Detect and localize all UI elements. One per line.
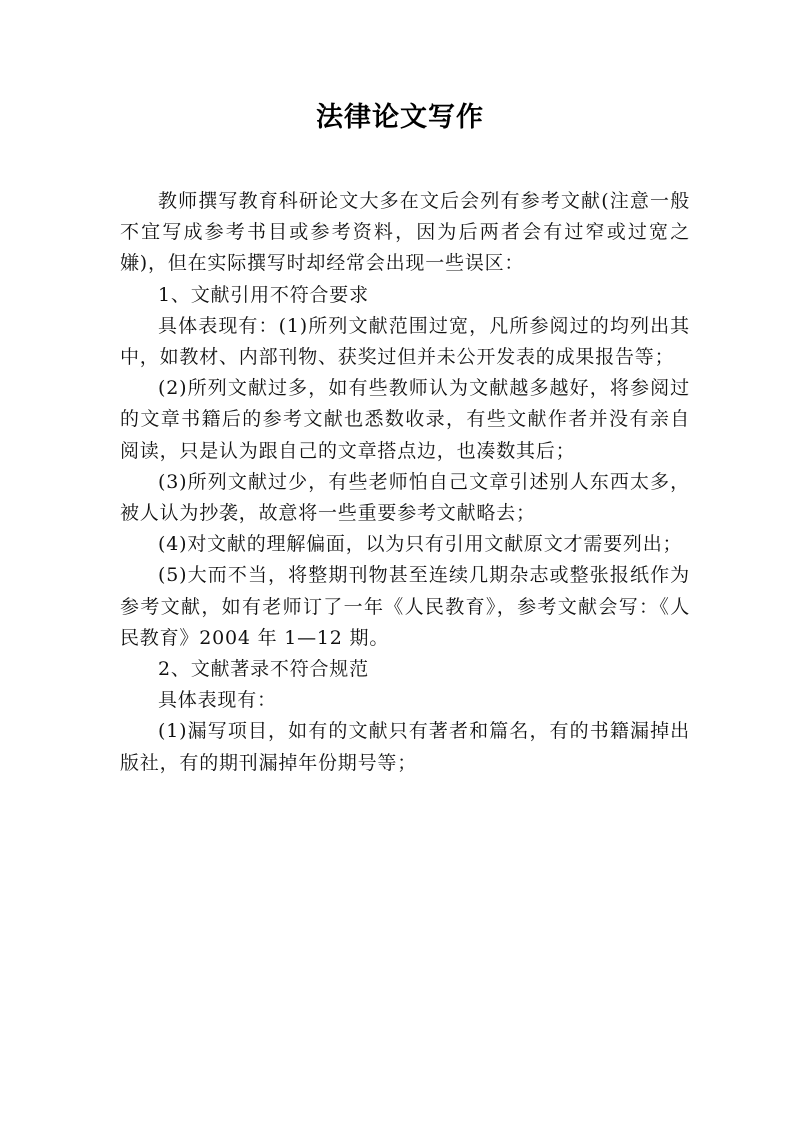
document-body: [120, 186, 690, 779]
paragraph-point-1: 具体表现有：(1)所列文献范围过宽，凡所参阅过的均列出其中，如教材、内部刊物、获奖过但并未公开发表的成果报告等；: [120, 314, 690, 369]
paragraph-point-5: (5)大而不当，将整期刊物甚至连续几期杂志或整张报纸作为参考文献，如有老师订了一年《人民教育》，参考文献会写：《人民教育》2004 年 1—12 期。: [120, 564, 690, 649]
paragraph-intro: 教师撰写教育科研论文大多在文后会列有参考文献(注意一般不宜写成参考书目或参考资料，因为后两者会有过窄或过宽之嫌)，但在实际撰写时却经常会出现一些误区：: [120, 190, 690, 275]
paragraph-format-point-1: (1)漏写项目，如有的文献只有著者和篇名，有的书籍漏掉出版社，有的期刊漏掉年份期号等；: [120, 720, 690, 774]
document-title: 法律论文写作: [316, 102, 484, 133]
paragraph-point-2: (2)所列文献过多，如有些教师认为文献越多越好，将参阅过的文章书籍后的参考文献也悉数收录，有些文献作者并没有亲自阅读，只是认为跟自己的文章搭点边，也凑数其后；: [120, 377, 690, 462]
heading-citation-requirements: 1、文献引用不符合要求: [158, 283, 369, 306]
paragraph-point-4: (4)对文献的理解偏面，以为只有引用文献原文才需要列出；: [158, 533, 683, 556]
heading-format-standards: 2、文献著录不符合规范: [158, 658, 369, 681]
paragraph-point-3: (3)所列文献过少，有些老师怕自己文章引述别人东西太多，被人认为抄袭，故意将一些重要参考文献略去；: [120, 470, 690, 525]
paragraph-details-label: 具体表现有：: [158, 689, 277, 712]
